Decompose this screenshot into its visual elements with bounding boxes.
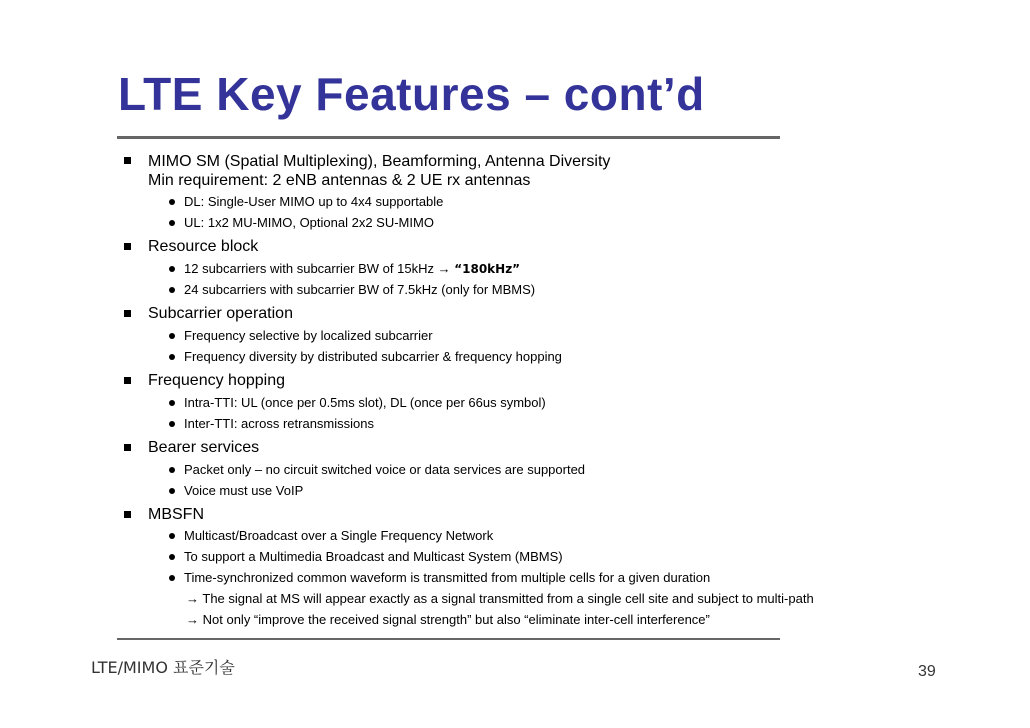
round-bullet-icon bbox=[169, 421, 175, 427]
list-item: Packet only – no circuit switched voice or data services are supported bbox=[184, 462, 586, 477]
list-item: Inter-TTI: across retransmissions bbox=[184, 416, 374, 431]
footer-label: LTE/MIMO 표준기술 bbox=[91, 658, 235, 677]
footer-divider bbox=[117, 638, 780, 640]
round-bullet-icon bbox=[169, 199, 175, 205]
list-item: UL: 1x2 MU-MIMO, Optional 2x2 SU-MIMO bbox=[184, 215, 434, 230]
list-item: Intra-TTI: UL (once per 0.5ms slot), DL (once per 66us symbol) bbox=[184, 395, 546, 410]
round-bullet-icon bbox=[169, 575, 175, 581]
arrow-note bbox=[186, 612, 710, 628]
round-bullet-icon bbox=[169, 554, 175, 560]
square-bullet-icon bbox=[124, 243, 131, 250]
round-bullet-icon bbox=[169, 400, 175, 406]
list-item: DL: Single-User MIMO up to 4x4 supportable bbox=[184, 194, 444, 209]
list-item bbox=[184, 261, 520, 277]
section-heading: MBSFN bbox=[148, 506, 204, 523]
section-heading: MIMO SM (Spatial Multiplexing), Beamforming, Antenna Diversity bbox=[148, 153, 611, 170]
list-item: Frequency diversity by distributed subcarrier & frequency hopping bbox=[184, 349, 562, 364]
round-bullet-icon bbox=[169, 266, 175, 272]
round-bullet-icon bbox=[169, 354, 175, 360]
list-item: 24 subcarriers with subcarrier BW of 7.5kHz (only for MBMS) bbox=[184, 282, 536, 297]
round-bullet-icon bbox=[169, 220, 175, 226]
section-heading: Frequency hopping bbox=[148, 372, 285, 389]
slide-title: LTE Key Features – cont’d bbox=[118, 68, 705, 120]
section-heading-line2: Min requirement: 2 eNB antennas & 2 UE rx antennas bbox=[148, 172, 531, 189]
round-bullet-icon bbox=[169, 333, 175, 339]
page-number: 39 bbox=[918, 663, 936, 680]
round-bullet-icon bbox=[169, 533, 175, 539]
square-bullet-icon bbox=[124, 444, 131, 451]
section-heading: Subcarrier operation bbox=[148, 305, 293, 322]
right-arrow-icon: → bbox=[186, 612, 199, 627]
round-bullet-icon bbox=[169, 488, 175, 494]
section-heading: Resource block bbox=[148, 238, 259, 255]
list-item-emphasis: “180kHz” bbox=[454, 262, 521, 276]
list-item-text: 12 subcarriers with subcarrier BW of 15kHz bbox=[184, 261, 434, 276]
list-item: To support a Multimedia Broadcast and Multicast System (MBMS) bbox=[184, 549, 563, 564]
square-bullet-icon bbox=[124, 157, 131, 164]
square-bullet-icon bbox=[124, 511, 131, 518]
list-item: Frequency selective by localized subcarrier bbox=[184, 328, 433, 343]
section-heading: Bearer services bbox=[148, 439, 260, 456]
arrow-note-text: The signal at MS will appear exactly as a signal transmitted from a single cell site and subject to multi-path bbox=[202, 591, 814, 606]
list-item: Time-synchronized common waveform is transmitted from multiple cells for a given duration bbox=[184, 570, 711, 585]
list-item: Multicast/Broadcast over a Single Frequency Network bbox=[184, 528, 494, 543]
round-bullet-icon bbox=[169, 287, 175, 293]
arrow-note-text: Not only “improve the received signal strength” but also “eliminate inter-cell interference” bbox=[202, 612, 710, 627]
round-bullet-icon bbox=[169, 467, 175, 473]
arrow-note bbox=[186, 591, 814, 607]
square-bullet-icon bbox=[124, 310, 131, 317]
right-arrow-icon: → bbox=[186, 591, 199, 606]
right-arrow-icon: → bbox=[437, 261, 451, 276]
square-bullet-icon bbox=[124, 377, 131, 384]
list-item: Voice must use VoIP bbox=[184, 483, 304, 498]
